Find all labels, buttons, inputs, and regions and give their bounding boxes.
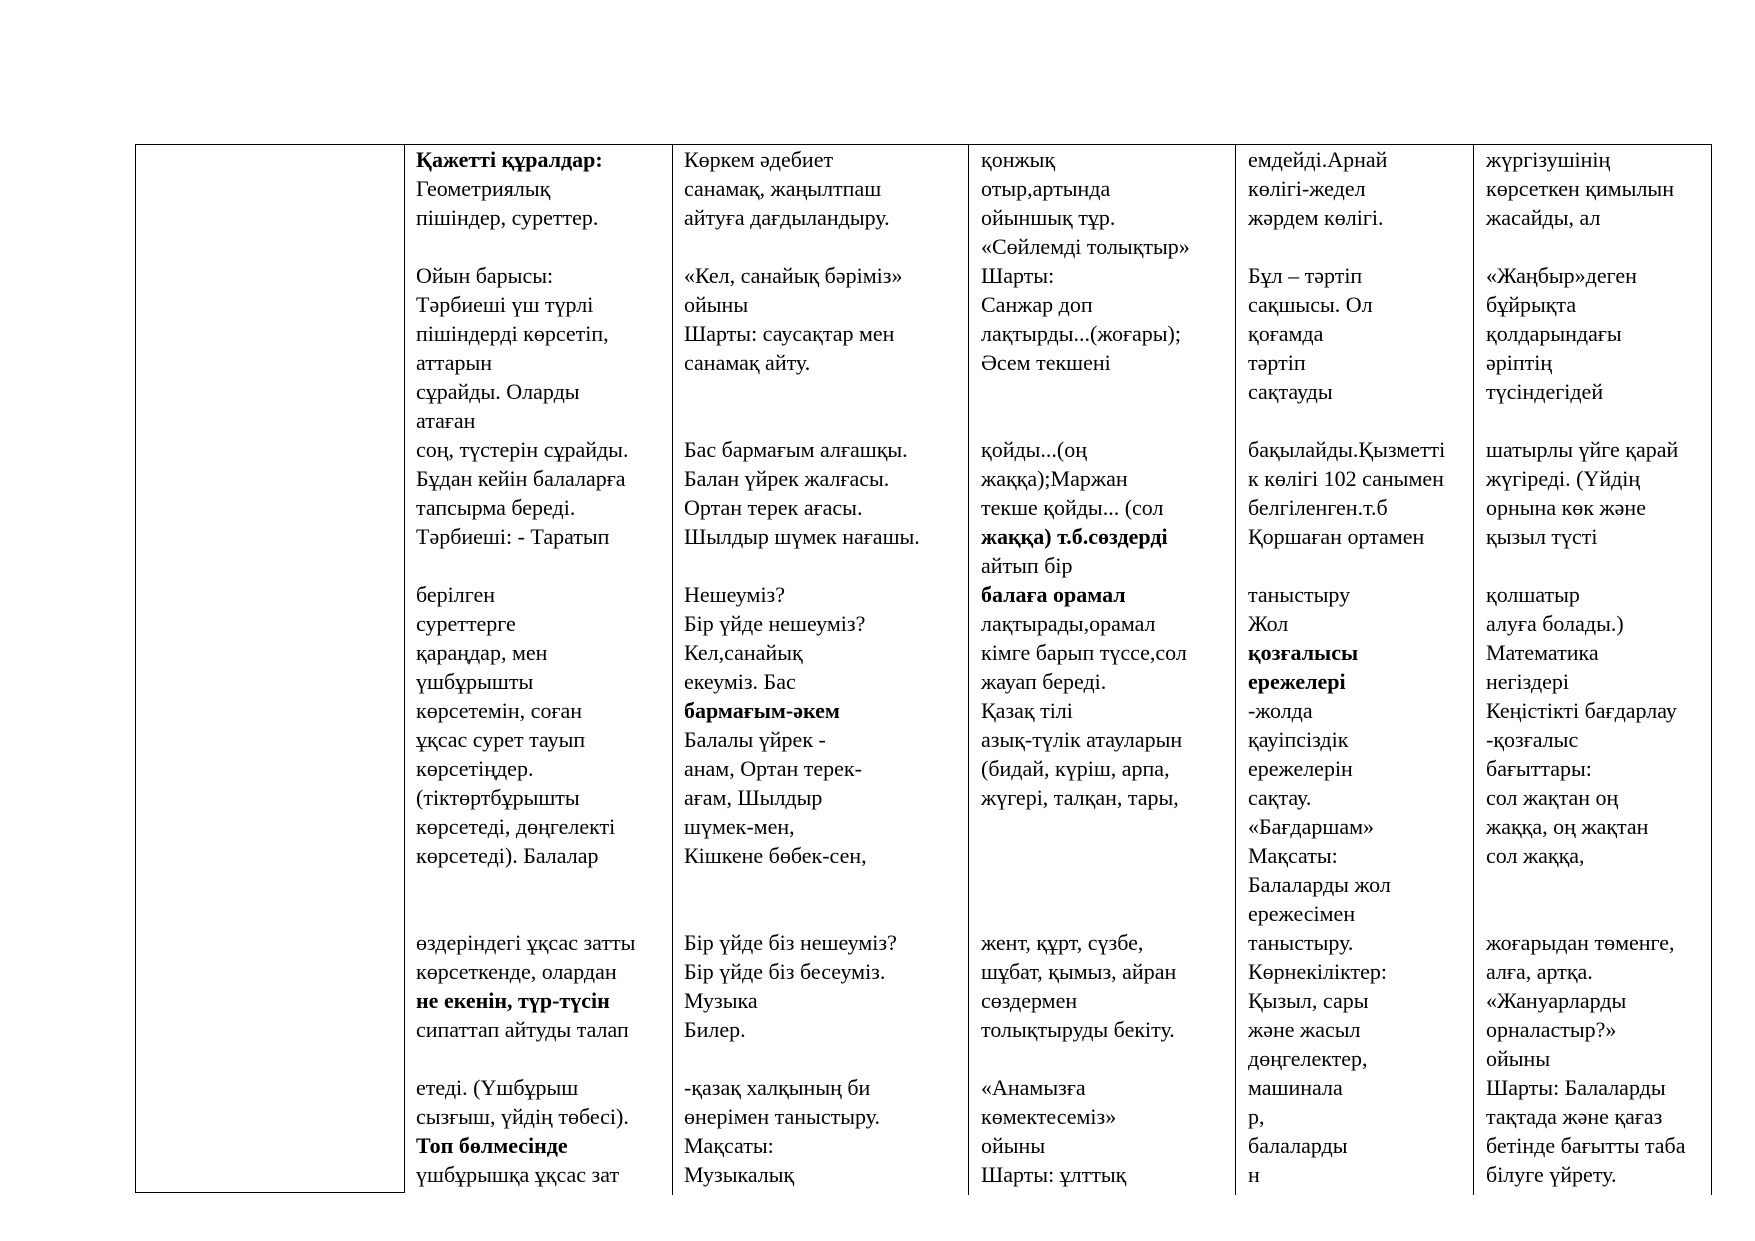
text-line: Қазақ тілі — [981, 698, 1073, 723]
text-line: емдейді.Арнай — [1248, 147, 1388, 172]
text-line: қоғамда — [1248, 321, 1324, 346]
lesson-plan-table — [135, 144, 1712, 1193]
text-line: Мақсаты: — [1248, 843, 1338, 868]
text-line: жоғарыдан төменге, — [1486, 930, 1675, 955]
text-line: үшбұрышты — [416, 669, 534, 694]
text-line: р, — [1248, 1104, 1265, 1129]
text-line: сұрайды. Оларды — [416, 379, 580, 404]
text-line: Бір үйде біз бесеуміз. — [684, 959, 886, 984]
text-line: Көрнекіліктер: — [1248, 959, 1387, 984]
text-line: азық-түлік атауларын — [981, 727, 1183, 752]
text-line — [1248, 232, 1445, 261]
text-line: алуға болады.) — [1486, 611, 1624, 636]
text-line: Музыка — [684, 988, 758, 1013]
text-line: жүгері, талқан, тары, — [981, 785, 1179, 810]
text-line — [416, 870, 635, 899]
text-line: -қозғалыс — [1486, 727, 1579, 752]
text-line — [981, 841, 1190, 870]
text-line: тапсырма береді. — [416, 495, 576, 520]
text-line: көрсетіңдер. — [416, 756, 534, 781]
text-line: -қазақ халқының би — [684, 1075, 871, 1100]
text-line — [684, 551, 920, 580]
text-line: бағыттары: — [1486, 756, 1592, 781]
text-line: сақтау. — [1248, 785, 1312, 810]
text-line: қолшатыр — [1486, 582, 1580, 607]
text-line: және жасыл — [1248, 1017, 1361, 1042]
text-line: Геометриялық — [416, 176, 551, 201]
text-line: сол жаққа, — [1486, 843, 1585, 868]
text-line: «Анамызға — [981, 1075, 1086, 1100]
text-line: ағам, Шылдыр — [684, 785, 823, 810]
text-line — [981, 406, 1190, 435]
text-line: қызыл түсті — [1486, 524, 1598, 549]
text-line: Жол — [1248, 611, 1289, 636]
text-line: әріптің — [1486, 350, 1553, 375]
text-line: Санжар доп — [981, 292, 1093, 317]
column-border — [404, 145, 405, 1193]
text-line: шатырлы үйге қарай — [1486, 437, 1679, 462]
text-line: анам, Ортан терек- — [684, 756, 862, 781]
text-line: к көлігі 102 санымен — [1248, 466, 1444, 491]
text-line: Топ бөлмесінде — [416, 1133, 568, 1158]
text-line: лақтырады,орамал — [981, 611, 1156, 636]
text-line: ойыншық тұр. — [981, 205, 1116, 230]
text-line: қойды...(оң — [981, 437, 1088, 462]
text-line: өнерімен таныстыру. — [684, 1104, 880, 1129]
text-line: Мақсаты: — [684, 1133, 774, 1158]
text-line — [1248, 551, 1445, 580]
text-line: Тәрбиеші үш түрлі — [416, 292, 594, 317]
text-line: берілген — [416, 582, 496, 607]
text-line: бақылайды.Қызметті — [1248, 437, 1446, 462]
text-line: көрсетеді). Балалар — [416, 843, 599, 868]
text-line: (бидай, күріш, арпа, — [981, 756, 1170, 781]
text-line: сөздермен — [981, 988, 1078, 1013]
text-line: текше қойды... (сол — [981, 495, 1164, 520]
text-line: не екенін, түр-түсін — [416, 988, 610, 1013]
text-line: аттарын — [416, 350, 493, 375]
text-line — [1248, 406, 1445, 435]
text-line: шұбат, қымыз, айран — [981, 959, 1177, 984]
text-line — [684, 1044, 920, 1073]
text-line — [981, 899, 1190, 928]
text-line: бұйрықта — [1486, 292, 1577, 317]
text-line: жент, құрт, сүзбе, — [981, 930, 1144, 955]
text-line: орналастыр?» — [1486, 1017, 1617, 1042]
text-line: санамақ айту. — [684, 350, 811, 375]
text-line: Әсем текшені — [981, 350, 1111, 375]
text-line — [1486, 870, 1686, 899]
text-line — [416, 232, 635, 261]
text-line: -жолда — [1248, 698, 1313, 723]
text-line: «Бағдаршам» — [1248, 814, 1375, 839]
column-border — [1235, 145, 1236, 1195]
text-line: орнына көк және — [1486, 495, 1646, 520]
text-line — [684, 406, 920, 435]
text-line: Бір үйде біз нешеуміз? — [684, 930, 897, 955]
column-border — [1711, 145, 1712, 1195]
text-line: таныстыру. — [1248, 930, 1354, 955]
text-line: көлігі-жедел — [1248, 176, 1366, 201]
text-line: балаға орамал — [981, 582, 1126, 607]
text-line: жәрдем көлігі. — [1248, 205, 1384, 230]
text-line — [684, 232, 920, 261]
text-line: лақтырды...(жоғары); — [981, 321, 1181, 346]
text-line: Ойын барысы: — [416, 263, 554, 288]
text-line: Қоршаған ортамен — [1248, 524, 1425, 549]
text-line: жүгіреді. (Үйдің — [1486, 466, 1641, 491]
table-cell-column-4 — [1248, 145, 1445, 1189]
text-line — [981, 1044, 1190, 1073]
text-line — [1486, 899, 1686, 928]
text-line: пішіндерді көрсетіп, — [416, 321, 609, 346]
text-line: ұқсас сурет тауып — [416, 727, 586, 752]
text-line: «Жаңбыр»деген — [1486, 263, 1637, 288]
text-line: сақшысы. Ол — [1248, 292, 1373, 317]
text-line: Кел,санайық — [684, 640, 803, 665]
table-cell-column-3 — [981, 145, 1190, 1189]
text-line: (тіктөртбұрышты — [416, 785, 580, 810]
text-line: машинала — [1248, 1075, 1343, 1100]
text-line: ережесімен — [1248, 901, 1356, 926]
text-line — [416, 1044, 635, 1073]
text-line: Тәрбиеші: - Таратып — [416, 524, 610, 549]
text-line: етеді. (Үшбұрыш — [416, 1075, 579, 1100]
text-line: Бұдан кейін балаларға — [416, 466, 626, 491]
text-line: Билер. — [684, 1017, 746, 1042]
column-border — [672, 145, 673, 1195]
text-line: ойыны — [981, 1133, 1046, 1158]
text-line — [1486, 406, 1686, 435]
text-line: Математика — [1486, 640, 1599, 665]
text-line: көмектесеміз» — [981, 1104, 1117, 1129]
text-line — [416, 899, 635, 928]
text-line: Балан үйрек жалғасы. — [684, 466, 890, 491]
text-line: «Жануарларды — [1486, 988, 1627, 1013]
table-cell-column-2 — [684, 145, 920, 1189]
text-line — [416, 551, 635, 580]
text-line: сол жақтан оң — [1486, 785, 1619, 810]
text-line: қозғалысы — [1248, 640, 1359, 665]
text-line: дөңгелектер, — [1248, 1046, 1368, 1071]
text-line: Балалы үйрек - — [684, 727, 826, 752]
text-line: «Сөйлемді толықтыр» — [981, 234, 1190, 259]
text-line: Қажетті құралдар: — [416, 147, 603, 172]
text-line: Шарты: ұлттық — [981, 1162, 1127, 1187]
text-line: Шарты: — [981, 263, 1055, 288]
text-line: атаған — [416, 408, 476, 433]
text-line — [684, 377, 920, 406]
text-line: пішіндер, суреттер. — [416, 205, 599, 230]
text-line: ойыны — [684, 292, 749, 317]
text-line: қолдарындағы — [1486, 321, 1622, 346]
text-line: сызғыш, үйдің төбесі). — [416, 1104, 629, 1129]
text-line: Кеңістікті бағдарлау — [1486, 698, 1677, 723]
text-line: суреттерге — [416, 611, 516, 636]
text-line: білуге үйрету. — [1486, 1162, 1617, 1187]
text-line: жүргізушінің — [1486, 147, 1611, 172]
text-line: Бас бармағым алғашқы. — [684, 437, 908, 462]
table-cell-column-1 — [416, 145, 635, 1189]
text-line — [1486, 551, 1686, 580]
text-line: ережелері — [1248, 669, 1346, 694]
text-line: Нешеуміз? — [684, 582, 786, 607]
text-line: жаққа, оң жақтан — [1486, 814, 1649, 839]
text-line: Көркем әдебиет — [684, 147, 834, 172]
text-line: кімге барып түссе,сол — [981, 640, 1187, 665]
text-line: Шарты: саусақтар мен — [684, 321, 895, 346]
text-line: отыр,артында — [981, 176, 1111, 201]
text-line: қараңдар, мен — [416, 640, 548, 665]
text-line: негіздері — [1486, 669, 1570, 694]
text-line: Бір үйде нешеуміз? — [684, 611, 866, 636]
text-line — [981, 870, 1190, 899]
column-border — [968, 145, 969, 1195]
text-line: Ортан терек ағасы. — [684, 495, 863, 520]
text-line: екеуміз. Бас — [684, 669, 796, 694]
cell-bottom-border — [136, 1192, 404, 1193]
text-line: сақтауды — [1248, 379, 1333, 404]
text-line: тәртіп — [1248, 350, 1306, 375]
text-line: жаққа) т.б.сөздерді — [981, 524, 1168, 549]
text-line: бармағым-әкем — [684, 698, 840, 723]
text-line: «Кел, санайық бәріміз» — [684, 263, 903, 288]
text-line: шүмек-мен, — [684, 814, 795, 839]
text-line — [684, 870, 920, 899]
text-line — [684, 899, 920, 928]
text-line: өздеріндегі ұқсас затты — [416, 930, 636, 955]
text-line: балаларды — [1248, 1133, 1348, 1158]
text-line: жауап береді. — [981, 669, 1107, 694]
text-line: сипаттап айтуды талап — [416, 1017, 629, 1042]
text-line: жаққа);Маржан — [981, 466, 1128, 491]
text-line: Қызыл, сары — [1248, 988, 1369, 1013]
table-cell-column-5 — [1486, 145, 1686, 1189]
text-line: Шылдыр шүмек нағашы. — [684, 524, 920, 549]
text-line — [1486, 232, 1686, 261]
text-line: көрсетемін, соған — [416, 698, 582, 723]
text-line: ережелерін — [1248, 756, 1353, 781]
text-line: айтуға дағдыландыру. — [684, 205, 890, 230]
text-line — [981, 377, 1190, 406]
text-line: Музыкалық — [684, 1162, 795, 1187]
text-line: таныстыру — [1248, 582, 1351, 607]
text-line: толықтыруды бекіту. — [981, 1017, 1175, 1042]
text-line: үшбұрышқа ұқсас зат — [416, 1162, 620, 1187]
text-line: соң, түстерін сұрайды. — [416, 437, 629, 462]
text-line: жасайды, ал — [1486, 205, 1601, 230]
text-line: айтып бір — [981, 553, 1073, 578]
text-line: бетінде бағытты таба — [1486, 1133, 1686, 1158]
text-line: қонжық — [981, 147, 1056, 172]
text-line: көрсеткенде, олардан — [416, 959, 617, 984]
text-line: ойыны — [1486, 1046, 1551, 1071]
text-line: Балаларды жол — [1248, 872, 1391, 897]
text-line: көрсеткен қимылын — [1486, 176, 1674, 201]
text-line: түсіндегідей — [1486, 379, 1604, 404]
text-line: Шарты: Балаларды — [1486, 1075, 1666, 1100]
column-border — [1473, 145, 1474, 1195]
text-line: Кішкене бөбек-сен, — [684, 843, 867, 868]
text-line: көрсетеді, дөңгелекті — [416, 814, 616, 839]
text-line: қауіпсіздік — [1248, 727, 1349, 752]
text-line: н — [1248, 1162, 1260, 1187]
text-line: тақтада және қағаз — [1486, 1104, 1663, 1129]
text-line: Бұл – тәртіп — [1248, 263, 1363, 288]
text-line: белгіленген.т.б — [1248, 495, 1388, 520]
text-line — [981, 812, 1190, 841]
text-line: алға, артқа. — [1486, 959, 1593, 984]
text-line: санамақ, жаңылтпаш — [684, 176, 882, 201]
